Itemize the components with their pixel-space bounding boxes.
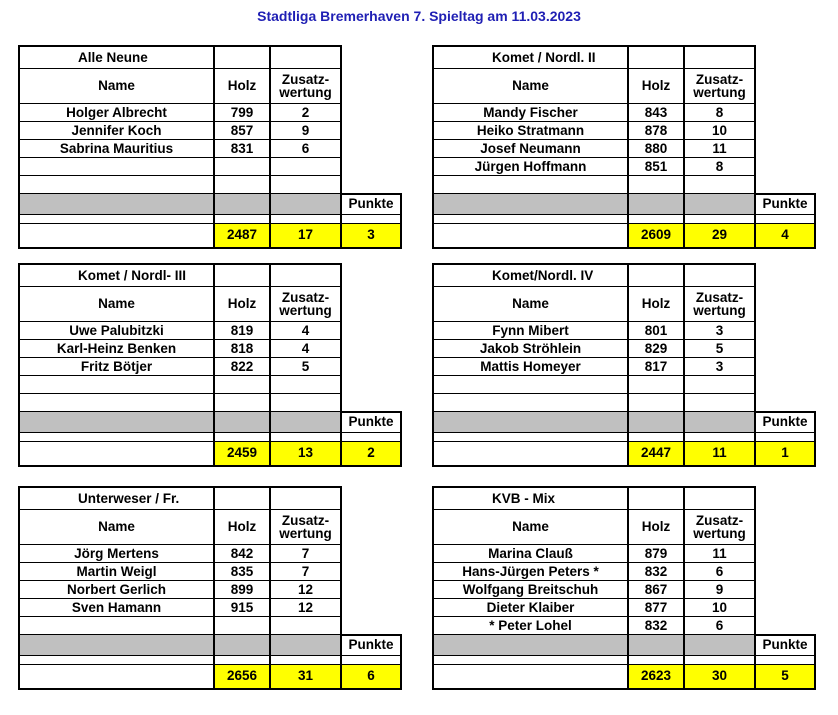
player-row [19, 599, 401, 617]
punkte-label: Punkte [341, 194, 401, 215]
player-name: Sven Hamann [19, 599, 214, 617]
player-holz [214, 394, 270, 412]
team-name: Komet / Nordl- III [19, 264, 214, 287]
team-name: Komet / Nordl. II [433, 46, 628, 69]
player-zusatzwertung [270, 394, 341, 412]
player-row [433, 104, 815, 122]
total-zusatzwertung: 17 [270, 223, 341, 248]
player-name: Heiko Stratmann [433, 122, 628, 140]
player-row [433, 176, 815, 194]
player-zusatzwertung: 3 [684, 322, 755, 340]
player-zusatzwertung: 12 [270, 599, 341, 617]
player-holz: 867 [628, 581, 684, 599]
player-name: Hans-Jürgen Peters * [433, 563, 628, 581]
player-row [19, 140, 401, 158]
player-row [433, 617, 815, 635]
player-name [433, 176, 628, 194]
player-holz: 829 [628, 340, 684, 358]
player-name [19, 617, 214, 635]
player-row [19, 158, 401, 176]
player-name: Mandy Fischer [433, 104, 628, 122]
player-row [19, 545, 401, 563]
col-header-zusatzwertung: Zusatz- wertung [270, 287, 341, 322]
player-zusatzwertung: 10 [684, 122, 755, 140]
team-table [18, 263, 402, 467]
player-holz: 879 [628, 545, 684, 563]
player-holz [628, 176, 684, 194]
player-name: Norbert Gerlich [19, 581, 214, 599]
player-name: Fritz Bötjer [19, 358, 214, 376]
player-holz: 832 [628, 617, 684, 635]
player-name: * Peter Lohel [433, 617, 628, 635]
player-zusatzwertung [684, 376, 755, 394]
total-punkte: 4 [755, 223, 815, 248]
player-zusatzwertung: 10 [684, 599, 755, 617]
team-table [18, 45, 402, 249]
player-name [433, 394, 628, 412]
player-name: Jennifer Koch [19, 122, 214, 140]
player-name: Holger Albrecht [19, 104, 214, 122]
player-holz: 817 [628, 358, 684, 376]
player-zusatzwertung [270, 376, 341, 394]
col-header-holz: Holz [628, 287, 684, 322]
player-holz: 915 [214, 599, 270, 617]
total-holz: 2609 [628, 223, 684, 248]
total-punkte: 2 [341, 441, 401, 466]
player-row [433, 581, 815, 599]
player-holz: 857 [214, 122, 270, 140]
player-holz: 843 [628, 104, 684, 122]
col-header-holz: Holz [214, 510, 270, 545]
player-zusatzwertung: 5 [270, 358, 341, 376]
col-header-holz: Holz [214, 287, 270, 322]
player-zusatzwertung [270, 176, 341, 194]
player-name [19, 158, 214, 176]
player-row [19, 340, 401, 358]
player-zusatzwertung: 6 [270, 140, 341, 158]
total-punkte: 3 [341, 223, 401, 248]
team-name: Komet/Nordl. IV [433, 264, 628, 287]
player-holz: 819 [214, 322, 270, 340]
player-holz: 842 [214, 545, 270, 563]
player-zusatzwertung: 4 [270, 322, 341, 340]
punkte-label: Punkte [755, 635, 815, 656]
player-zusatzwertung: 9 [684, 581, 755, 599]
player-holz: 831 [214, 140, 270, 158]
total-holz: 2656 [214, 664, 270, 689]
player-row [19, 358, 401, 376]
player-zusatzwertung: 8 [684, 104, 755, 122]
team-table [18, 486, 402, 690]
player-zusatzwertung [684, 176, 755, 194]
col-header-name: Name [19, 287, 214, 322]
team-name: Unterweser / Fr. [19, 487, 214, 510]
player-zusatzwertung: 9 [270, 122, 341, 140]
player-row [433, 122, 815, 140]
player-row [433, 394, 815, 412]
player-name [433, 376, 628, 394]
col-header-zusatzwertung: Zusatz- wertung [270, 510, 341, 545]
team-table [432, 45, 816, 249]
player-zusatzwertung [270, 617, 341, 635]
player-name: Jürgen Hoffmann [433, 158, 628, 176]
player-holz: 818 [214, 340, 270, 358]
player-holz: 878 [628, 122, 684, 140]
col-header-zusatzwertung: Zusatz- wertung [684, 69, 755, 104]
total-zusatzwertung: 30 [684, 664, 755, 689]
team-name: Alle Neune [19, 46, 214, 69]
player-zusatzwertung: 11 [684, 140, 755, 158]
player-row [433, 140, 815, 158]
total-holz: 2447 [628, 441, 684, 466]
player-zusatzwertung: 7 [270, 563, 341, 581]
player-row [433, 340, 815, 358]
player-zusatzwertung [684, 394, 755, 412]
player-name: Fynn Mibert [433, 322, 628, 340]
player-row [19, 322, 401, 340]
col-header-zusatzwertung: Zusatz- wertung [684, 510, 755, 545]
player-holz: 877 [628, 599, 684, 617]
player-holz [214, 158, 270, 176]
player-name: Uwe Palubitzki [19, 322, 214, 340]
col-header-zusatzwertung: Zusatz- wertung [270, 69, 341, 104]
total-zusatzwertung: 29 [684, 223, 755, 248]
total-zusatzwertung: 13 [270, 441, 341, 466]
total-punkte: 5 [755, 664, 815, 689]
player-row [19, 394, 401, 412]
player-holz: 880 [628, 140, 684, 158]
total-holz: 2623 [628, 664, 684, 689]
punkte-label: Punkte [341, 635, 401, 656]
player-zusatzwertung: 7 [270, 545, 341, 563]
player-zusatzwertung: 11 [684, 545, 755, 563]
player-holz [214, 376, 270, 394]
player-zusatzwertung: 5 [684, 340, 755, 358]
col-header-name: Name [19, 510, 214, 545]
col-header-holz: Holz [628, 510, 684, 545]
player-row [433, 358, 815, 376]
player-row [19, 176, 401, 194]
player-holz [628, 394, 684, 412]
total-holz: 2487 [214, 223, 270, 248]
player-zusatzwertung: 6 [684, 563, 755, 581]
col-header-name: Name [433, 510, 628, 545]
player-name: Wolfgang Breitschuh [433, 581, 628, 599]
player-row [19, 617, 401, 635]
player-zusatzwertung: 3 [684, 358, 755, 376]
player-zusatzwertung: 12 [270, 581, 341, 599]
player-row [19, 563, 401, 581]
team-name: KVB - Mix [433, 487, 628, 510]
player-name: Karl-Heinz Benken [19, 340, 214, 358]
total-holz: 2459 [214, 441, 270, 466]
player-name [19, 394, 214, 412]
player-zusatzwertung [270, 158, 341, 176]
player-holz: 899 [214, 581, 270, 599]
player-name: Jörg Mertens [19, 545, 214, 563]
punkte-label: Punkte [755, 194, 815, 215]
player-holz: 835 [214, 563, 270, 581]
total-zusatzwertung: 11 [684, 441, 755, 466]
player-zusatzwertung: 2 [270, 104, 341, 122]
player-row [433, 322, 815, 340]
col-header-name: Name [19, 69, 214, 104]
player-row [433, 545, 815, 563]
player-zusatzwertung: 4 [270, 340, 341, 358]
punkte-label: Punkte [341, 412, 401, 433]
player-name: Marina Clauß [433, 545, 628, 563]
player-holz: 832 [628, 563, 684, 581]
player-name: Sabrina Mauritius [19, 140, 214, 158]
player-zusatzwertung: 8 [684, 158, 755, 176]
total-punkte: 1 [755, 441, 815, 466]
player-holz [628, 376, 684, 394]
page-title: Stadtliga Bremerhaven 7. Spieltag am 11.03.2023 [257, 8, 581, 24]
player-name: Josef Neumann [433, 140, 628, 158]
team-table [432, 263, 816, 467]
player-row [433, 376, 815, 394]
player-name: Martin Weigl [19, 563, 214, 581]
player-holz: 799 [214, 104, 270, 122]
player-name [19, 376, 214, 394]
player-name: Jakob Ströhlein [433, 340, 628, 358]
player-row [433, 158, 815, 176]
col-header-name: Name [433, 69, 628, 104]
player-holz [214, 617, 270, 635]
player-row [433, 599, 815, 617]
player-name: Dieter Klaiber [433, 599, 628, 617]
col-header-holz: Holz [628, 69, 684, 104]
total-zusatzwertung: 31 [270, 664, 341, 689]
player-holz: 801 [628, 322, 684, 340]
player-row [19, 581, 401, 599]
player-row [433, 563, 815, 581]
punkte-label: Punkte [755, 412, 815, 433]
col-header-zusatzwertung: Zusatz- wertung [684, 287, 755, 322]
player-holz: 822 [214, 358, 270, 376]
player-name: Mattis Homeyer [433, 358, 628, 376]
player-zusatzwertung: 6 [684, 617, 755, 635]
player-row [19, 122, 401, 140]
player-name [19, 176, 214, 194]
col-header-name: Name [433, 287, 628, 322]
total-punkte: 6 [341, 664, 401, 689]
col-header-holz: Holz [214, 69, 270, 104]
player-holz [214, 176, 270, 194]
player-row [19, 376, 401, 394]
player-row [19, 104, 401, 122]
team-table [432, 486, 816, 690]
player-holz: 851 [628, 158, 684, 176]
